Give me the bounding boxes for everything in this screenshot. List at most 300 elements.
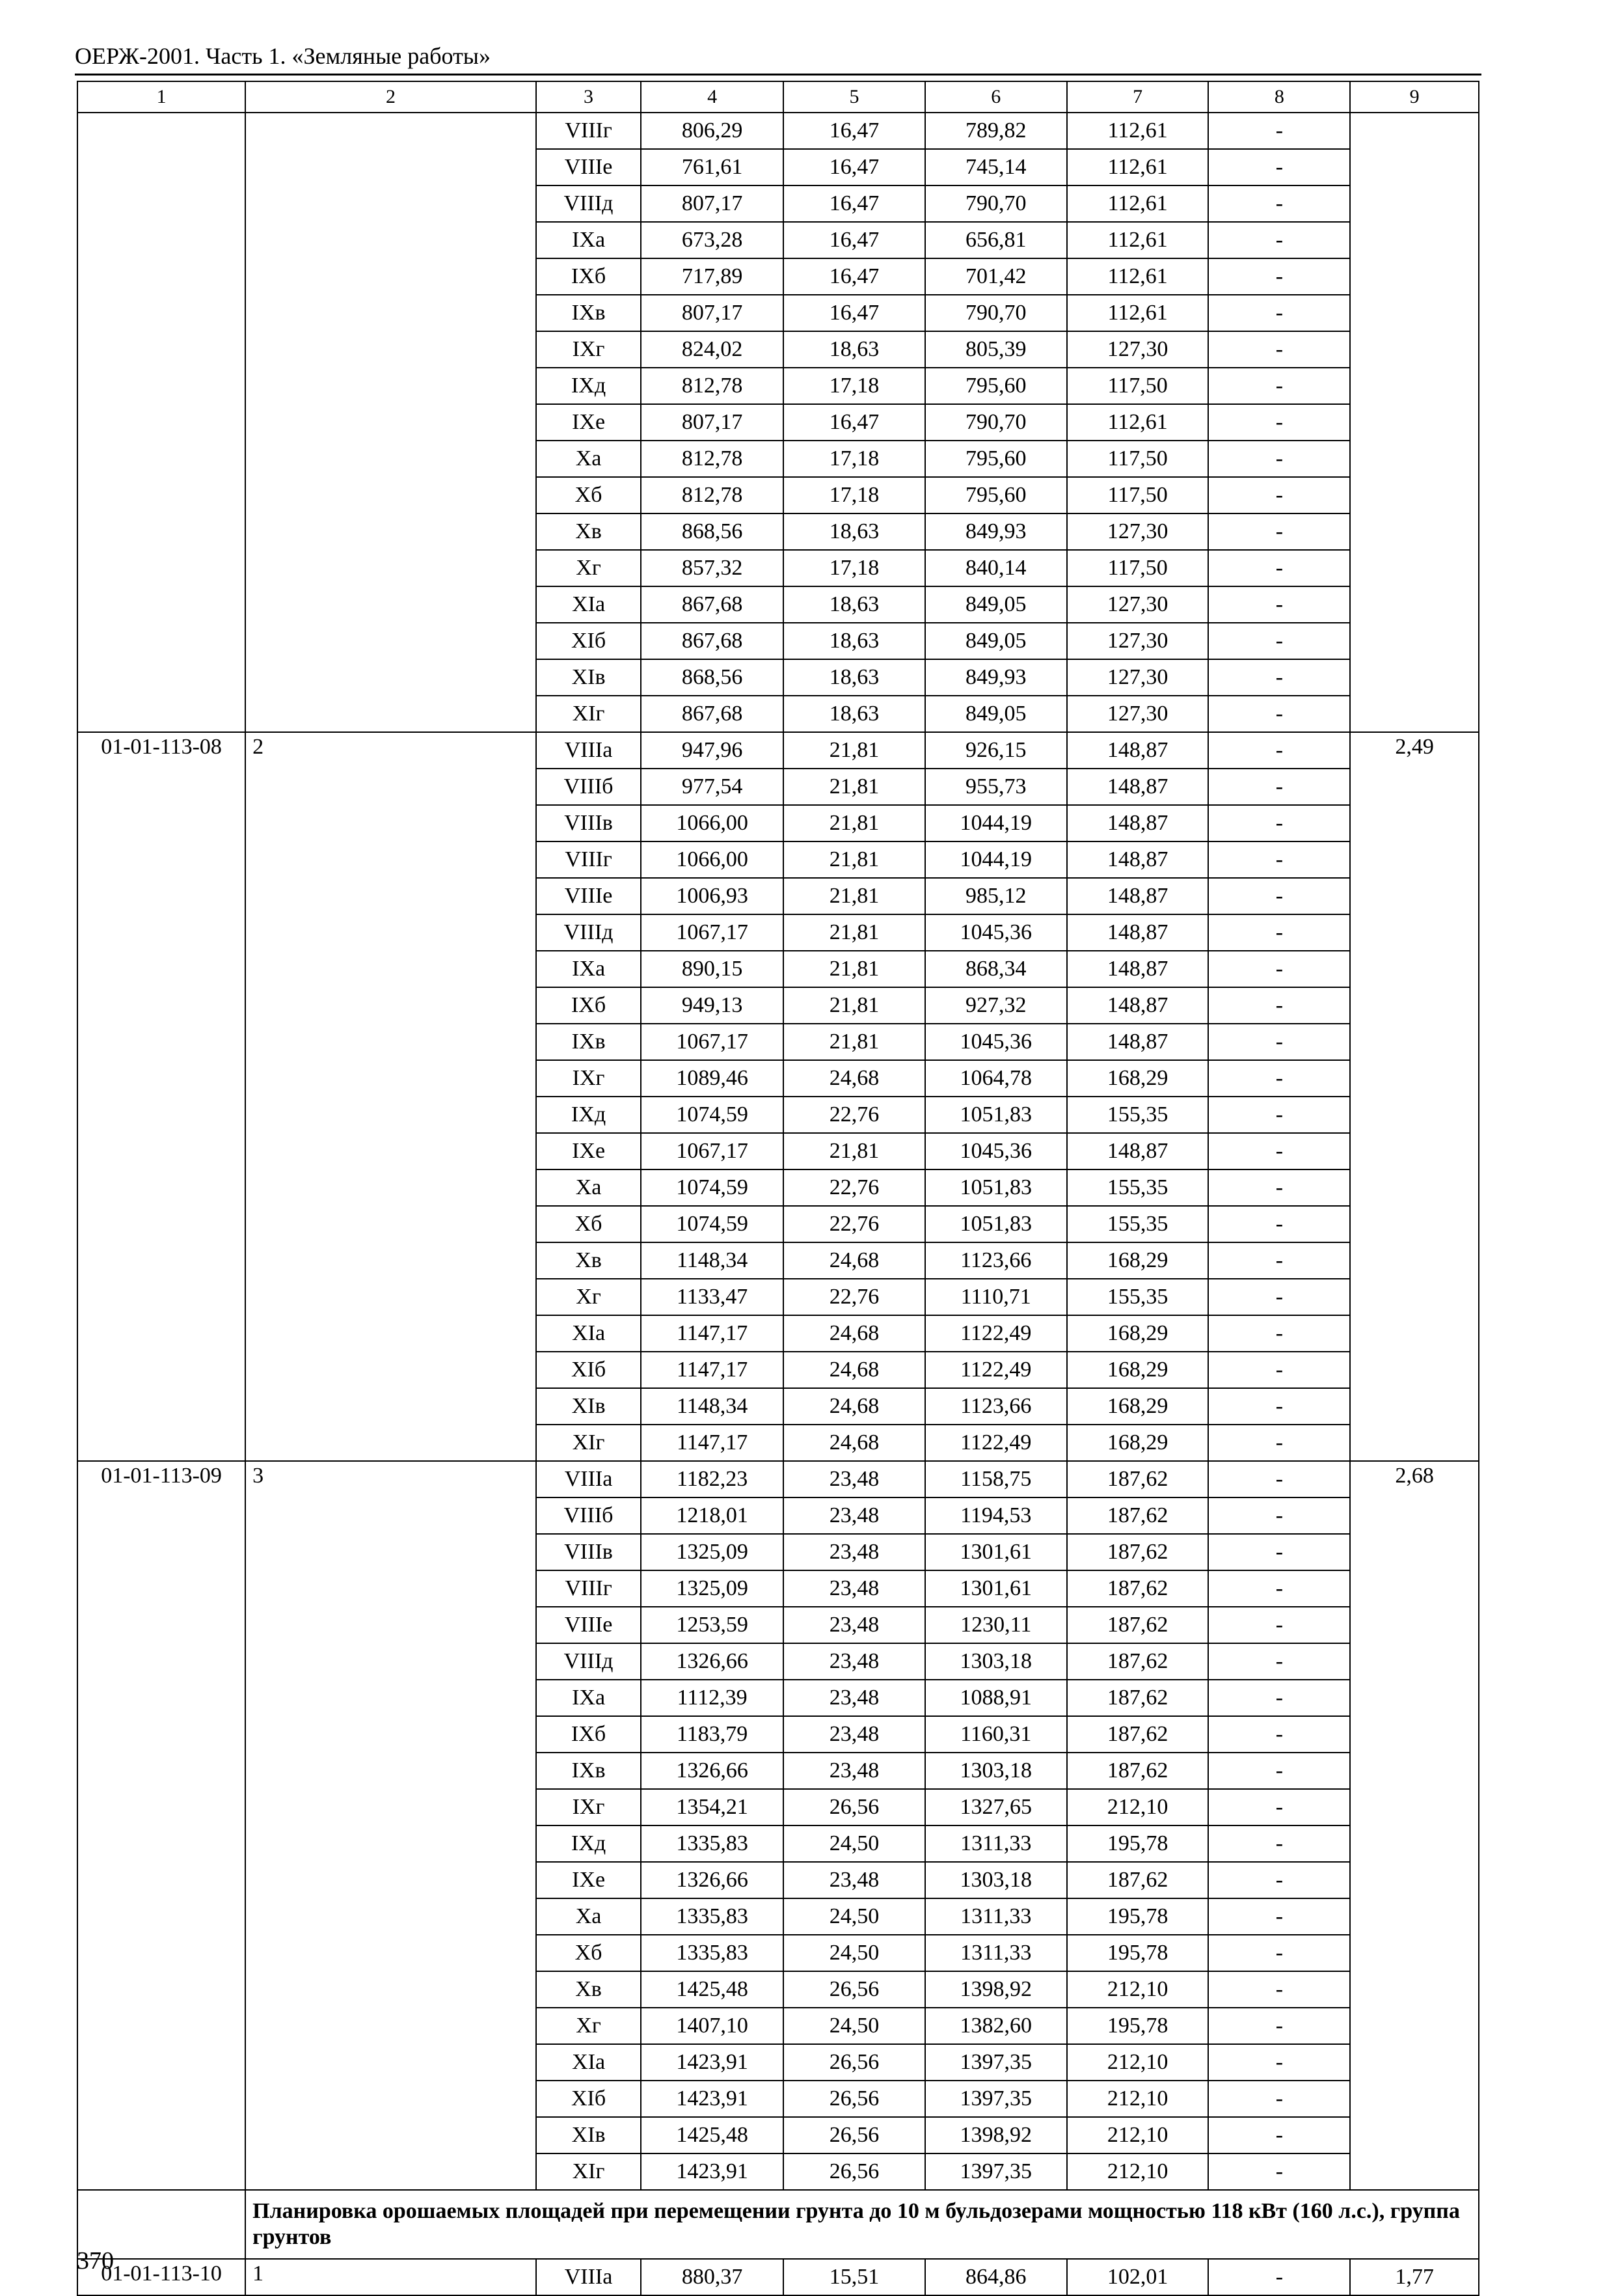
- value-cell: 21,81: [783, 1024, 925, 1060]
- value-cell: 168,29: [1067, 1388, 1209, 1425]
- value-cell: -: [1208, 441, 1350, 477]
- value-cell: 1123,66: [925, 1388, 1067, 1425]
- value-cell: 15,51: [783, 2259, 925, 2295]
- value-cell: 1327,65: [925, 1789, 1067, 1825]
- value-cell: 127,30: [1067, 513, 1209, 550]
- value-cell: 1158,75: [925, 1461, 1067, 1497]
- value-cell: 1325,09: [641, 1570, 783, 1607]
- column-number-cell: 3: [536, 81, 641, 113]
- value-cell: -: [1208, 2008, 1350, 2044]
- value-cell: 24,50: [783, 1825, 925, 1862]
- value-cell: -: [1208, 623, 1350, 659]
- value-cell: 23,48: [783, 1862, 925, 1898]
- value-cell: 812,78: [641, 368, 783, 404]
- value-cell: 807,17: [641, 404, 783, 441]
- value-cell: 26,56: [783, 1789, 925, 1825]
- value-cell: 112,61: [1067, 258, 1209, 295]
- value-cell: -: [1208, 2081, 1350, 2117]
- coefficient-cell: [1350, 113, 1479, 732]
- value-cell: 23,48: [783, 1643, 925, 1680]
- value-cell: 1397,35: [925, 2044, 1067, 2081]
- value-cell: 127,30: [1067, 696, 1209, 732]
- value-cell: 1303,18: [925, 1862, 1067, 1898]
- value-cell: 187,62: [1067, 1607, 1209, 1643]
- value-cell: 127,30: [1067, 623, 1209, 659]
- value-cell: 23,48: [783, 1534, 925, 1570]
- value-cell: 1064,78: [925, 1060, 1067, 1097]
- value-cell: 857,32: [641, 550, 783, 586]
- value-cell: 840,14: [925, 550, 1067, 586]
- value-cell: 155,35: [1067, 1206, 1209, 1242]
- value-cell: 21,81: [783, 951, 925, 987]
- table-row: [77, 1461, 1479, 1497]
- value-cell: 1253,59: [641, 1607, 783, 1643]
- value-cell: 148,87: [1067, 769, 1209, 805]
- value-cell: 112,61: [1067, 185, 1209, 222]
- value-cell: IXв: [536, 295, 641, 331]
- value-cell: -: [1208, 1753, 1350, 1789]
- value-cell: 1122,49: [925, 1425, 1067, 1461]
- value-cell: 24,68: [783, 1425, 925, 1461]
- value-cell: 117,50: [1067, 550, 1209, 586]
- value-cell: 168,29: [1067, 1425, 1209, 1461]
- value-cell: -: [1208, 1825, 1350, 1862]
- value-cell: 168,29: [1067, 1060, 1209, 1097]
- value-cell: 212,10: [1067, 1789, 1209, 1825]
- value-cell: 1311,33: [925, 1898, 1067, 1935]
- value-cell: 1067,17: [641, 1024, 783, 1060]
- value-cell: XIб: [536, 1352, 641, 1388]
- column-number-cell: 9: [1350, 81, 1479, 113]
- value-cell: 1230,11: [925, 1607, 1067, 1643]
- value-cell: 23,48: [783, 1570, 925, 1607]
- value-cell: 22,76: [783, 1169, 925, 1206]
- value-cell: -: [1208, 258, 1350, 295]
- value-cell: IXв: [536, 1024, 641, 1060]
- value-cell: -: [1208, 1352, 1350, 1388]
- value-cell: 1133,47: [641, 1279, 783, 1315]
- value-cell: -: [1208, 1862, 1350, 1898]
- value-cell: -: [1208, 1461, 1350, 1497]
- value-cell: 117,50: [1067, 368, 1209, 404]
- value-cell: -: [1208, 659, 1350, 696]
- value-cell: 761,61: [641, 149, 783, 185]
- value-cell: IXa: [536, 951, 641, 987]
- value-cell: -: [1208, 805, 1350, 841]
- value-cell: -: [1208, 1133, 1350, 1169]
- value-cell: XIв: [536, 2117, 641, 2153]
- value-cell: 148,87: [1067, 914, 1209, 951]
- value-cell: 880,37: [641, 2259, 783, 2295]
- value-cell: 187,62: [1067, 1753, 1209, 1789]
- value-cell: -: [1208, 550, 1350, 586]
- value-cell: 1147,17: [641, 1425, 783, 1461]
- value-cell: 1160,31: [925, 1716, 1067, 1753]
- value-cell: Xб: [536, 1206, 641, 1242]
- value-cell: -: [1208, 1388, 1350, 1425]
- value-cell: Xб: [536, 477, 641, 513]
- value-cell: 18,63: [783, 696, 925, 732]
- value-cell: 168,29: [1067, 1315, 1209, 1352]
- value-cell: 187,62: [1067, 1570, 1209, 1607]
- value-cell: 26,56: [783, 2117, 925, 2153]
- value-cell: 949,13: [641, 987, 783, 1024]
- value-cell: 24,68: [783, 1242, 925, 1279]
- value-cell: VIIIб: [536, 1497, 641, 1534]
- soil-group-cell: 1: [245, 2259, 536, 2295]
- value-cell: 1044,19: [925, 841, 1067, 878]
- soil-group-cell: 2: [245, 732, 536, 1461]
- value-cell: 26,56: [783, 2081, 925, 2117]
- value-cell: 1335,83: [641, 1825, 783, 1862]
- value-cell: 1326,66: [641, 1862, 783, 1898]
- value-cell: VIIIг: [536, 841, 641, 878]
- value-cell: 1006,93: [641, 878, 783, 914]
- value-cell: 155,35: [1067, 1097, 1209, 1133]
- value-cell: 1044,19: [925, 805, 1067, 841]
- value-cell: 789,82: [925, 113, 1067, 149]
- value-cell: 23,48: [783, 1497, 925, 1534]
- value-cell: 701,42: [925, 258, 1067, 295]
- value-cell: 16,47: [783, 113, 925, 149]
- value-cell: 18,63: [783, 659, 925, 696]
- column-number-cell: 5: [783, 81, 925, 113]
- value-cell: -: [1208, 878, 1350, 914]
- value-cell: 24,68: [783, 1315, 925, 1352]
- value-cell: Xг: [536, 550, 641, 586]
- page-header: ОЕРЖ-2001. Часть 1. «Земляные работы»: [75, 43, 491, 69]
- column-number-cell: 4: [641, 81, 783, 113]
- value-cell: -: [1208, 696, 1350, 732]
- value-cell: 127,30: [1067, 659, 1209, 696]
- value-cell: VIIIв: [536, 1534, 641, 1570]
- value-cell: -: [1208, 1060, 1350, 1097]
- value-cell: XIб: [536, 2081, 641, 2117]
- value-cell: 24,50: [783, 1935, 925, 1971]
- value-cell: -: [1208, 586, 1350, 623]
- value-cell: -: [1208, 2117, 1350, 2153]
- value-cell: 1045,36: [925, 914, 1067, 951]
- value-cell: 1325,09: [641, 1534, 783, 1570]
- value-cell: -: [1208, 1570, 1350, 1607]
- value-cell: 1067,17: [641, 1133, 783, 1169]
- value-cell: 1423,91: [641, 2044, 783, 2081]
- value-cell: 168,29: [1067, 1352, 1209, 1388]
- value-cell: 1301,61: [925, 1534, 1067, 1570]
- value-cell: IXa: [536, 222, 641, 258]
- value-cell: 1066,00: [641, 805, 783, 841]
- value-cell: 16,47: [783, 295, 925, 331]
- value-cell: 1311,33: [925, 1825, 1067, 1862]
- value-cell: -: [1208, 2153, 1350, 2190]
- value-cell: -: [1208, 1497, 1350, 1534]
- value-cell: 1397,35: [925, 2081, 1067, 2117]
- value-cell: 926,15: [925, 732, 1067, 769]
- value-cell: -: [1208, 1607, 1350, 1643]
- value-cell: 148,87: [1067, 1024, 1209, 1060]
- value-cell: -: [1208, 1425, 1350, 1461]
- value-cell: 187,62: [1067, 1680, 1209, 1716]
- value-cell: 849,93: [925, 513, 1067, 550]
- soil-group-cell: [245, 113, 536, 732]
- value-cell: VIIIг: [536, 1570, 641, 1607]
- value-cell: 187,62: [1067, 1643, 1209, 1680]
- value-cell: 1425,48: [641, 2117, 783, 2153]
- value-cell: 117,50: [1067, 477, 1209, 513]
- value-cell: 127,30: [1067, 586, 1209, 623]
- column-number-cell: 1: [77, 81, 245, 113]
- value-cell: 16,47: [783, 222, 925, 258]
- value-cell: 977,54: [641, 769, 783, 805]
- value-cell: 947,96: [641, 732, 783, 769]
- value-cell: VIIIг: [536, 113, 641, 149]
- value-cell: -: [1208, 149, 1350, 185]
- table-row: [77, 2259, 1479, 2295]
- value-cell: IXв: [536, 1753, 641, 1789]
- value-cell: 1354,21: [641, 1789, 783, 1825]
- value-cell: 18,63: [783, 623, 925, 659]
- value-cell: 17,18: [783, 477, 925, 513]
- value-cell: 187,62: [1067, 1461, 1209, 1497]
- value-cell: 21,81: [783, 914, 925, 951]
- value-cell: 21,81: [783, 987, 925, 1024]
- value-cell: VIIIe: [536, 1607, 641, 1643]
- value-cell: 868,34: [925, 951, 1067, 987]
- value-cell: 148,87: [1067, 841, 1209, 878]
- value-cell: 21,81: [783, 878, 925, 914]
- value-cell: Xг: [536, 2008, 641, 2044]
- value-cell: XIб: [536, 623, 641, 659]
- value-cell: 112,61: [1067, 404, 1209, 441]
- value-cell: 890,15: [641, 951, 783, 987]
- value-cell: 1397,35: [925, 2153, 1067, 2190]
- value-cell: -: [1208, 1971, 1350, 2008]
- value-cell: Xв: [536, 1971, 641, 2008]
- value-cell: VIIIв: [536, 805, 641, 841]
- value-cell: 849,93: [925, 659, 1067, 696]
- value-cell: 23,48: [783, 1753, 925, 1789]
- value-cell: XIв: [536, 1388, 641, 1425]
- value-cell: 18,63: [783, 331, 925, 368]
- value-cell: 16,47: [783, 404, 925, 441]
- value-cell: IXг: [536, 331, 641, 368]
- value-cell: 1382,60: [925, 2008, 1067, 2044]
- value-cell: 21,81: [783, 769, 925, 805]
- value-cell: -: [1208, 2044, 1350, 2081]
- value-cell: -: [1208, 1279, 1350, 1315]
- value-cell: 23,48: [783, 1461, 925, 1497]
- value-cell: 155,35: [1067, 1169, 1209, 1206]
- value-cell: 1311,33: [925, 1935, 1067, 1971]
- value-cell: -: [1208, 914, 1350, 951]
- value-cell: 17,18: [783, 441, 925, 477]
- value-cell: 23,48: [783, 1680, 925, 1716]
- value-cell: 867,68: [641, 586, 783, 623]
- value-cell: -: [1208, 513, 1350, 550]
- value-cell: 1074,59: [641, 1097, 783, 1133]
- value-cell: 656,81: [925, 222, 1067, 258]
- value-cell: 812,78: [641, 441, 783, 477]
- value-cell: 867,68: [641, 696, 783, 732]
- value-cell: 1423,91: [641, 2153, 783, 2190]
- value-cell: 148,87: [1067, 987, 1209, 1024]
- value-cell: 806,29: [641, 113, 783, 149]
- rate-code-cell: 01-01-113-08: [77, 732, 245, 1461]
- value-cell: 26,56: [783, 1971, 925, 2008]
- value-cell: -: [1208, 951, 1350, 987]
- value-cell: -: [1208, 732, 1350, 769]
- value-cell: Xв: [536, 513, 641, 550]
- value-cell: 112,61: [1067, 295, 1209, 331]
- value-cell: 1051,83: [925, 1206, 1067, 1242]
- section-title-row: [77, 2190, 1479, 2259]
- value-cell: 1335,83: [641, 1935, 783, 1971]
- value-cell: 148,87: [1067, 1133, 1209, 1169]
- value-cell: -: [1208, 2259, 1350, 2295]
- value-cell: -: [1208, 1643, 1350, 1680]
- rates-table: [77, 81, 1479, 2296]
- value-cell: 1089,46: [641, 1060, 783, 1097]
- value-cell: 1326,66: [641, 1753, 783, 1789]
- value-cell: 807,17: [641, 295, 783, 331]
- value-cell: 1110,71: [925, 1279, 1067, 1315]
- value-cell: 21,81: [783, 805, 925, 841]
- section-title: Планировка орошаемых площадей при перемещении грунта до 10 м бульдозерами мощностью 118 кВт (160 л.с.), группа грунтов: [245, 2190, 1479, 2259]
- value-cell: XIг: [536, 1425, 641, 1461]
- value-cell: 790,70: [925, 404, 1067, 441]
- value-cell: 195,78: [1067, 1898, 1209, 1935]
- value-cell: 212,10: [1067, 2044, 1209, 2081]
- value-cell: 1074,59: [641, 1169, 783, 1206]
- table-body: [77, 81, 1479, 2295]
- value-cell: Xa: [536, 1898, 641, 1935]
- value-cell: IXг: [536, 1060, 641, 1097]
- value-cell: XIг: [536, 2153, 641, 2190]
- value-cell: 168,29: [1067, 1242, 1209, 1279]
- value-cell: 1148,34: [641, 1388, 783, 1425]
- value-cell: 1088,91: [925, 1680, 1067, 1716]
- value-cell: 1335,83: [641, 1898, 783, 1935]
- value-cell: XIa: [536, 2044, 641, 2081]
- value-cell: 155,35: [1067, 1279, 1209, 1315]
- column-number-cell: 8: [1208, 81, 1350, 113]
- value-cell: 1183,79: [641, 1716, 783, 1753]
- value-cell: 1148,34: [641, 1242, 783, 1279]
- value-cell: VIIIa: [536, 1461, 641, 1497]
- value-cell: 195,78: [1067, 2008, 1209, 2044]
- value-cell: 1182,23: [641, 1461, 783, 1497]
- value-cell: -: [1208, 1315, 1350, 1352]
- value-cell: 22,76: [783, 1097, 925, 1133]
- value-cell: Xa: [536, 1169, 641, 1206]
- value-cell: 717,89: [641, 258, 783, 295]
- value-cell: 849,05: [925, 696, 1067, 732]
- value-cell: 212,10: [1067, 1971, 1209, 2008]
- value-cell: 195,78: [1067, 1825, 1209, 1862]
- value-cell: 21,81: [783, 732, 925, 769]
- value-cell: XIг: [536, 696, 641, 732]
- soil-group-cell: 3: [245, 1461, 536, 2190]
- value-cell: 1045,36: [925, 1133, 1067, 1169]
- table-row: [77, 732, 1479, 769]
- value-cell: 1398,92: [925, 1971, 1067, 2008]
- value-cell: 1067,17: [641, 914, 783, 951]
- value-cell: IXд: [536, 368, 641, 404]
- value-cell: 1122,49: [925, 1315, 1067, 1352]
- value-cell: 17,18: [783, 550, 925, 586]
- value-cell: IXб: [536, 258, 641, 295]
- value-cell: IXд: [536, 1825, 641, 1862]
- value-cell: 1326,66: [641, 1643, 783, 1680]
- value-cell: 24,50: [783, 1898, 925, 1935]
- value-cell: 24,68: [783, 1352, 925, 1388]
- value-cell: IXe: [536, 1133, 641, 1169]
- value-cell: VIIIa: [536, 2259, 641, 2295]
- value-cell: 1218,01: [641, 1497, 783, 1534]
- value-cell: 23,48: [783, 1607, 925, 1643]
- value-cell: 1147,17: [641, 1315, 783, 1352]
- value-cell: 18,63: [783, 513, 925, 550]
- value-cell: 1122,49: [925, 1352, 1067, 1388]
- value-cell: 1074,59: [641, 1206, 783, 1242]
- value-cell: -: [1208, 1716, 1350, 1753]
- value-cell: 849,05: [925, 623, 1067, 659]
- value-cell: 21,81: [783, 1133, 925, 1169]
- value-cell: 16,47: [783, 258, 925, 295]
- value-cell: VIIIд: [536, 185, 641, 222]
- value-cell: 1,77: [1350, 2259, 1479, 2295]
- value-cell: 812,78: [641, 477, 783, 513]
- value-cell: 864,86: [925, 2259, 1067, 2295]
- value-cell: -: [1208, 404, 1350, 441]
- value-cell: 1398,92: [925, 2117, 1067, 2153]
- value-cell: 24,50: [783, 2008, 925, 2044]
- value-cell: -: [1208, 841, 1350, 878]
- value-cell: 795,60: [925, 477, 1067, 513]
- value-cell: IXб: [536, 987, 641, 1024]
- value-cell: 1112,39: [641, 1680, 783, 1716]
- value-cell: 1423,91: [641, 2081, 783, 2117]
- value-cell: -: [1208, 1935, 1350, 1971]
- value-cell: Xв: [536, 1242, 641, 1279]
- column-number-cell: 7: [1067, 81, 1209, 113]
- rate-code-cell: 01-01-113-09: [77, 1461, 245, 2190]
- value-cell: 867,68: [641, 623, 783, 659]
- value-cell: 927,32: [925, 987, 1067, 1024]
- value-cell: 1303,18: [925, 1753, 1067, 1789]
- value-cell: 112,61: [1067, 113, 1209, 149]
- column-number-row: [77, 81, 1479, 113]
- value-cell: XIв: [536, 659, 641, 696]
- value-cell: 212,10: [1067, 2081, 1209, 2117]
- value-cell: 212,10: [1067, 2153, 1209, 2190]
- value-cell: 24,68: [783, 1388, 925, 1425]
- value-cell: 187,62: [1067, 1716, 1209, 1753]
- value-cell: -: [1208, 1534, 1350, 1570]
- value-cell: 17,18: [783, 368, 925, 404]
- value-cell: Xa: [536, 441, 641, 477]
- value-cell: -: [1208, 185, 1350, 222]
- value-cell: IXг: [536, 1789, 641, 1825]
- coefficient-cell: 2,49: [1350, 732, 1479, 1461]
- value-cell: 102,01: [1067, 2259, 1209, 2295]
- value-cell: 117,50: [1067, 441, 1209, 477]
- value-cell: 868,56: [641, 659, 783, 696]
- value-cell: 1123,66: [925, 1242, 1067, 1279]
- value-cell: 212,10: [1067, 2117, 1209, 2153]
- value-cell: 21,81: [783, 841, 925, 878]
- rate-code-cell: [77, 113, 245, 732]
